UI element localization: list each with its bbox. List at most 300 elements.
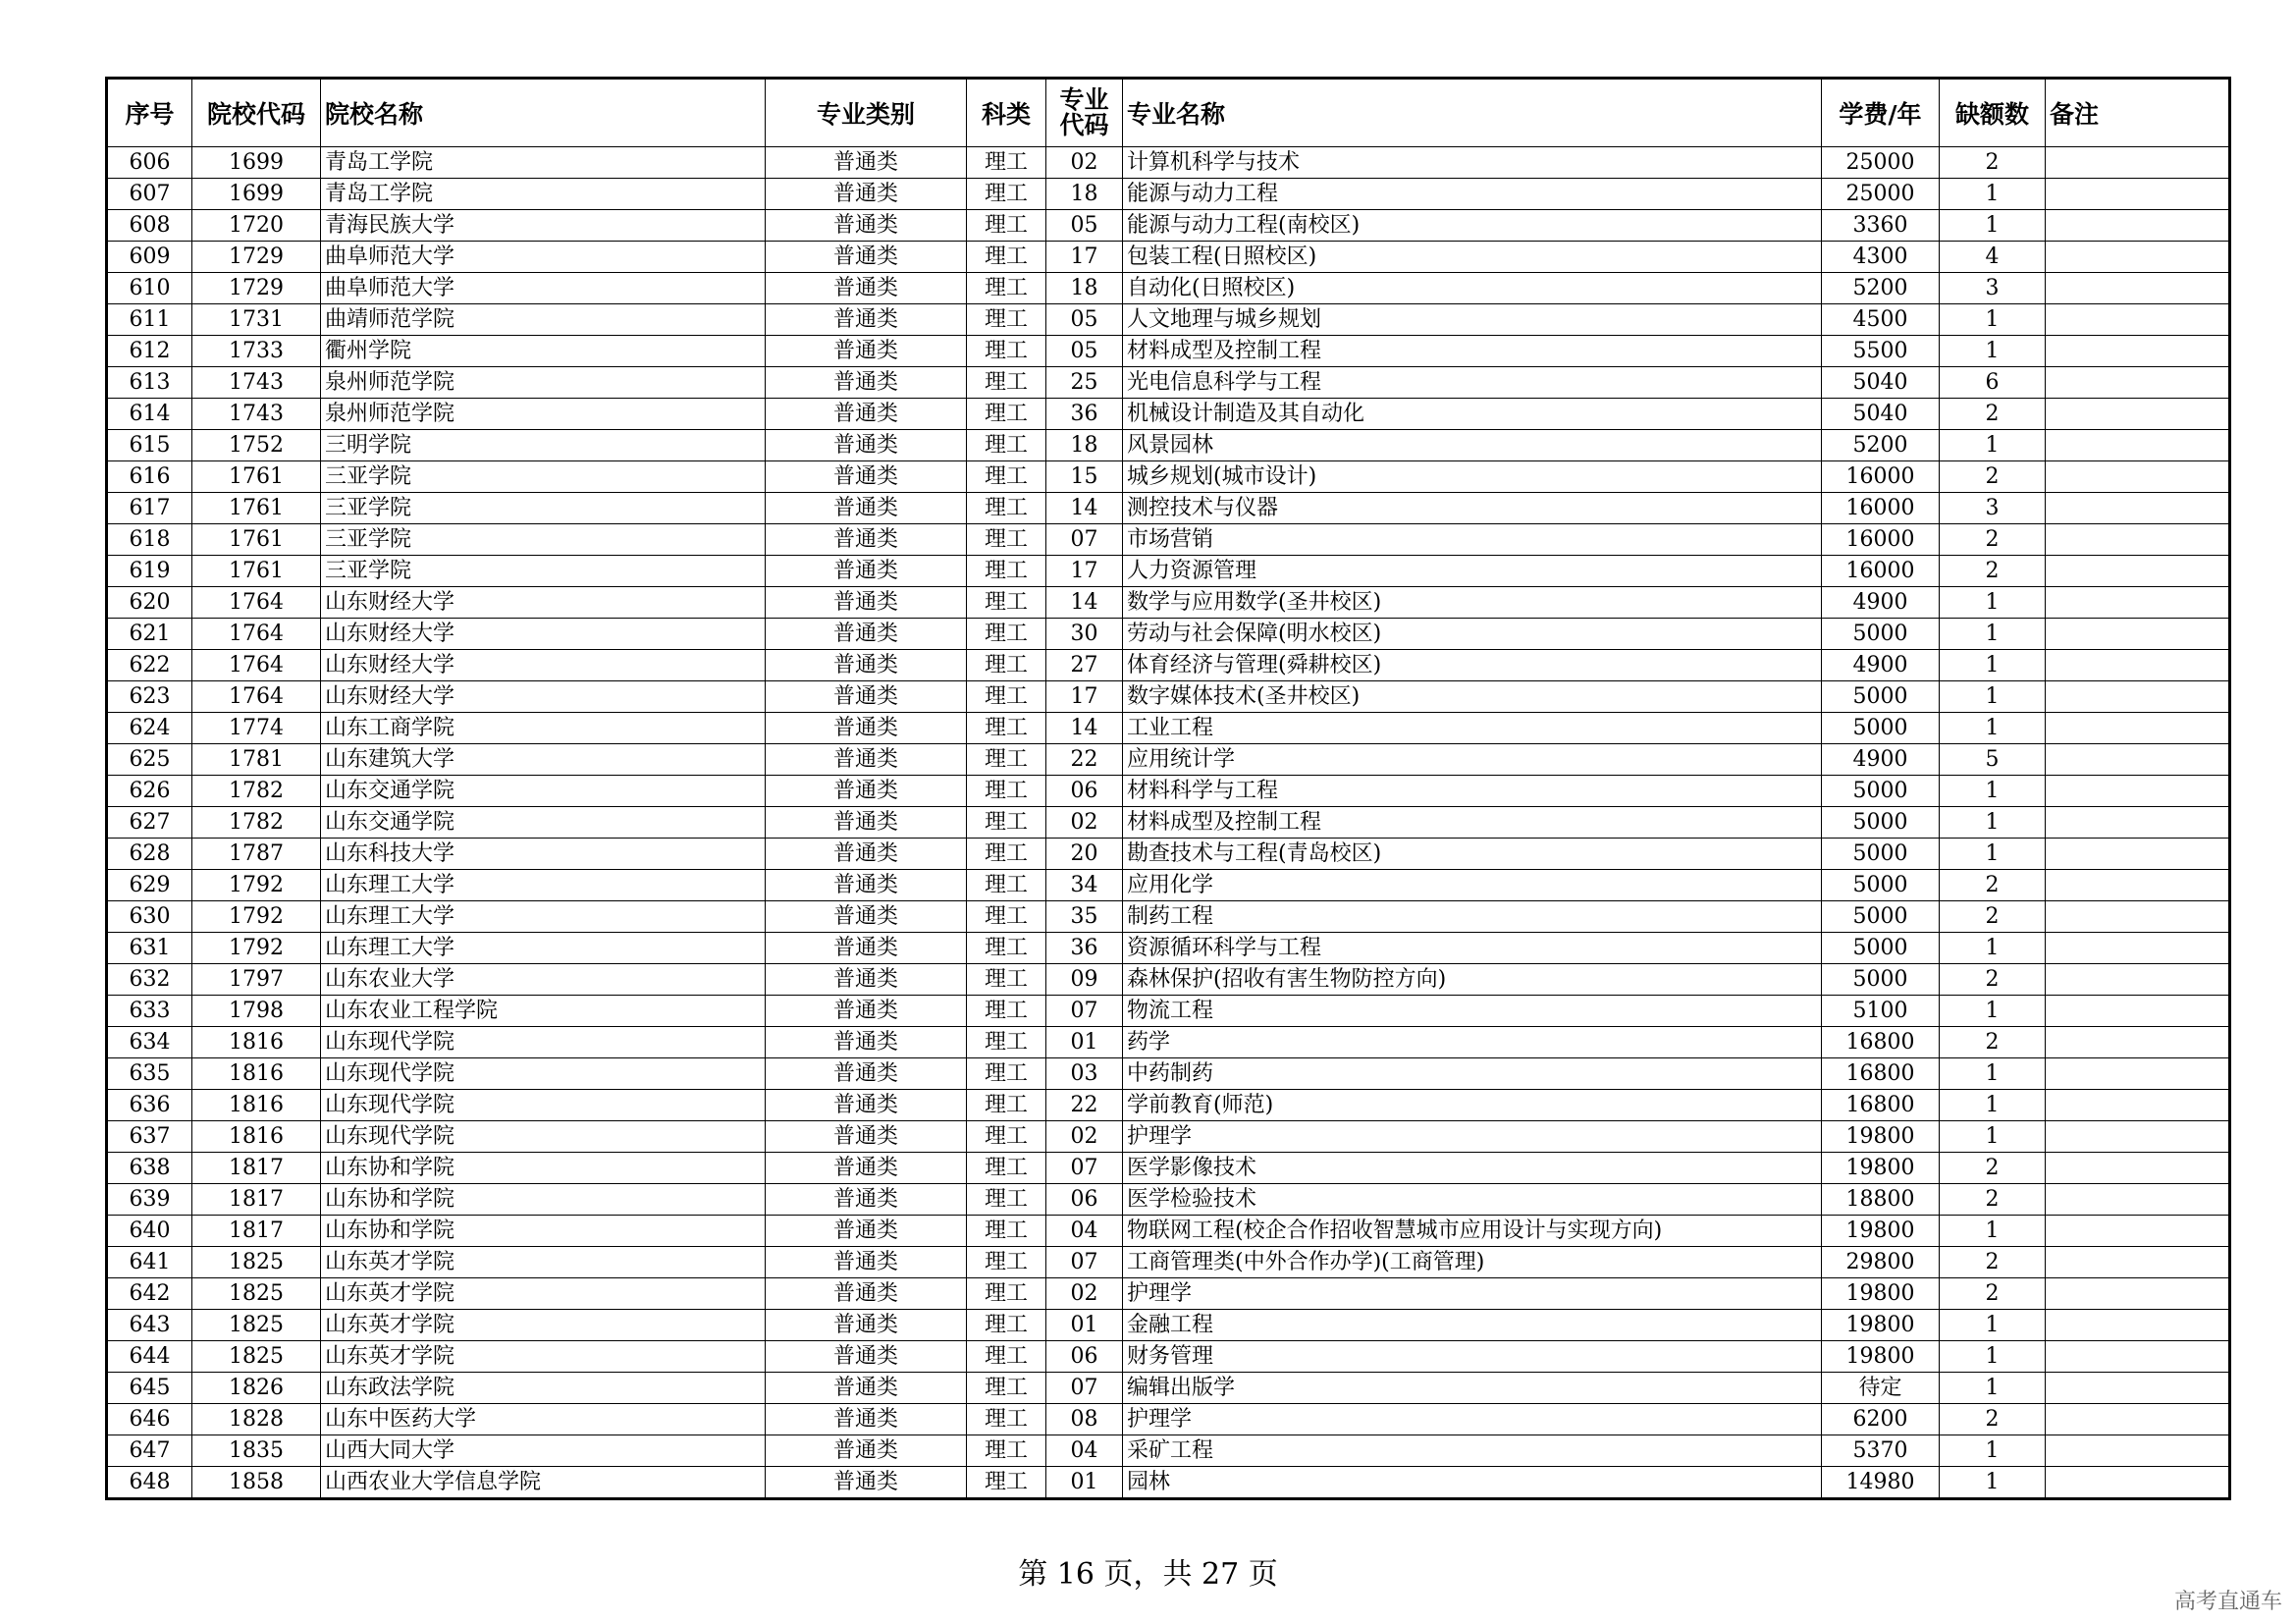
table-row bbox=[107, 996, 2230, 1027]
cell-remarks bbox=[2046, 1058, 2230, 1090]
cell-remarks bbox=[2046, 650, 2230, 681]
cell-subject-type: 理工 bbox=[967, 1404, 1046, 1435]
cell-remarks bbox=[2046, 933, 2230, 964]
cell-major-category: 普通类 bbox=[766, 1341, 967, 1373]
cell-subject-type: 理工 bbox=[967, 273, 1046, 304]
header-cell: 缺额数 bbox=[1940, 79, 2046, 147]
cell-subject-type: 理工 bbox=[967, 1184, 1046, 1216]
cell-index: 643 bbox=[107, 1310, 192, 1341]
cell-school-code: 1761 bbox=[192, 461, 321, 493]
cell-remarks bbox=[2046, 807, 2230, 839]
cell-index: 639 bbox=[107, 1184, 192, 1216]
cell-major-category: 普通类 bbox=[766, 367, 967, 399]
cell-subject-type: 理工 bbox=[967, 399, 1046, 430]
cell-major-category: 普通类 bbox=[766, 524, 967, 556]
cell-school-name: 三亚学院 bbox=[321, 524, 766, 556]
table-row bbox=[107, 1090, 2230, 1121]
cell-vacancies: 1 bbox=[1940, 839, 2046, 870]
cell-major-name: 能源与动力工程(南校区) bbox=[1123, 210, 1822, 242]
cell-major-name: 自动化(日照校区) bbox=[1123, 273, 1822, 304]
cell-tuition: 19800 bbox=[1822, 1121, 1940, 1153]
table-row bbox=[107, 242, 2230, 273]
cell-school-code: 1743 bbox=[192, 367, 321, 399]
cell-index: 620 bbox=[107, 587, 192, 619]
cell-tuition: 5000 bbox=[1822, 933, 1940, 964]
table-row bbox=[107, 807, 2230, 839]
cell-tuition: 29800 bbox=[1822, 1247, 1940, 1278]
cell-major-name: 森林保护(招收有害生物防控方向) bbox=[1123, 964, 1822, 996]
cell-subject-type: 理工 bbox=[967, 744, 1046, 776]
cell-tuition: 5040 bbox=[1822, 367, 1940, 399]
cell-index: 630 bbox=[107, 901, 192, 933]
cell-major-code: 05 bbox=[1046, 210, 1123, 242]
cell-index: 635 bbox=[107, 1058, 192, 1090]
cell-remarks bbox=[2046, 524, 2230, 556]
cell-index: 621 bbox=[107, 619, 192, 650]
cell-remarks bbox=[2046, 1310, 2230, 1341]
cell-major-code: 06 bbox=[1046, 1184, 1123, 1216]
cell-remarks bbox=[2046, 1090, 2230, 1121]
cell-major-code: 36 bbox=[1046, 399, 1123, 430]
cell-major-name: 园林 bbox=[1123, 1467, 1822, 1499]
cell-school-name: 青岛工学院 bbox=[321, 179, 766, 210]
cell-major-name: 勘查技术与工程(青岛校区) bbox=[1123, 839, 1822, 870]
cell-major-category: 普通类 bbox=[766, 1247, 967, 1278]
cell-remarks bbox=[2046, 1404, 2230, 1435]
cell-school-code: 1729 bbox=[192, 242, 321, 273]
cell-major-category: 普通类 bbox=[766, 1153, 967, 1184]
cell-school-name: 山东建筑大学 bbox=[321, 744, 766, 776]
cell-subject-type: 理工 bbox=[967, 147, 1046, 179]
cell-school-code: 1764 bbox=[192, 650, 321, 681]
header-cell-text: 专业代码 bbox=[1059, 85, 1109, 139]
cell-school-name: 青岛工学院 bbox=[321, 147, 766, 179]
cell-school-code: 1720 bbox=[192, 210, 321, 242]
cell-vacancies: 2 bbox=[1940, 870, 2046, 901]
cell-vacancies: 1 bbox=[1940, 1090, 2046, 1121]
cell-major-code: 05 bbox=[1046, 304, 1123, 336]
cell-index: 629 bbox=[107, 870, 192, 901]
cell-major-code: 01 bbox=[1046, 1310, 1123, 1341]
cell-major-code: 07 bbox=[1046, 1247, 1123, 1278]
cell-school-code: 1826 bbox=[192, 1373, 321, 1404]
cell-school-code: 1798 bbox=[192, 996, 321, 1027]
cell-school-name: 山东现代学院 bbox=[321, 1121, 766, 1153]
cell-school-code: 1774 bbox=[192, 713, 321, 744]
cell-index: 614 bbox=[107, 399, 192, 430]
table-row bbox=[107, 933, 2230, 964]
header-cell: 备注 bbox=[2046, 79, 2230, 147]
cell-major-code: 17 bbox=[1046, 242, 1123, 273]
cell-school-code: 1782 bbox=[192, 807, 321, 839]
table-row bbox=[107, 1184, 2230, 1216]
cell-tuition: 16000 bbox=[1822, 556, 1940, 587]
cell-index: 638 bbox=[107, 1153, 192, 1184]
table-row bbox=[107, 461, 2230, 493]
cell-subject-type: 理工 bbox=[967, 493, 1046, 524]
cell-subject-type: 理工 bbox=[967, 776, 1046, 807]
cell-index: 631 bbox=[107, 933, 192, 964]
cell-vacancies: 2 bbox=[1940, 1184, 2046, 1216]
cell-school-name: 曲阜师范大学 bbox=[321, 273, 766, 304]
cell-school-name: 山东现代学院 bbox=[321, 1090, 766, 1121]
cell-remarks bbox=[2046, 147, 2230, 179]
cell-vacancies: 1 bbox=[1940, 1341, 2046, 1373]
cell-vacancies: 2 bbox=[1940, 901, 2046, 933]
cell-subject-type: 理工 bbox=[967, 1435, 1046, 1467]
cell-major-category: 普通类 bbox=[766, 996, 967, 1027]
cell-major-category: 普通类 bbox=[766, 179, 967, 210]
cell-tuition: 3360 bbox=[1822, 210, 1940, 242]
cell-major-name: 数学与应用数学(圣井校区) bbox=[1123, 587, 1822, 619]
cell-school-code: 1752 bbox=[192, 430, 321, 461]
cell-vacancies: 2 bbox=[1940, 524, 2046, 556]
cell-school-code: 1761 bbox=[192, 556, 321, 587]
cell-school-name: 山东财经大学 bbox=[321, 619, 766, 650]
cell-major-code: 02 bbox=[1046, 1121, 1123, 1153]
cell-major-code: 07 bbox=[1046, 1373, 1123, 1404]
cell-school-code: 1731 bbox=[192, 304, 321, 336]
cell-vacancies: 2 bbox=[1940, 1247, 2046, 1278]
cell-index: 636 bbox=[107, 1090, 192, 1121]
cell-subject-type: 理工 bbox=[967, 1341, 1046, 1373]
cell-tuition: 4900 bbox=[1822, 587, 1940, 619]
cell-index: 627 bbox=[107, 807, 192, 839]
cell-major-name: 金融工程 bbox=[1123, 1310, 1822, 1341]
table-row bbox=[107, 1404, 2230, 1435]
cell-vacancies: 3 bbox=[1940, 493, 2046, 524]
cell-school-name: 山东科技大学 bbox=[321, 839, 766, 870]
cell-subject-type: 理工 bbox=[967, 336, 1046, 367]
cell-vacancies: 1 bbox=[1940, 996, 2046, 1027]
cell-index: 642 bbox=[107, 1278, 192, 1310]
header-cell: 院校代码 bbox=[192, 79, 321, 147]
cell-school-code: 1792 bbox=[192, 933, 321, 964]
cell-major-name: 计算机科学与技术 bbox=[1123, 147, 1822, 179]
cell-tuition: 5000 bbox=[1822, 964, 1940, 996]
cell-remarks bbox=[2046, 776, 2230, 807]
cell-major-name: 市场营销 bbox=[1123, 524, 1822, 556]
cell-vacancies: 1 bbox=[1940, 587, 2046, 619]
cell-major-code: 18 bbox=[1046, 430, 1123, 461]
cell-school-code: 1816 bbox=[192, 1121, 321, 1153]
cell-major-code: 14 bbox=[1046, 493, 1123, 524]
cell-tuition: 6200 bbox=[1822, 1404, 1940, 1435]
table-row bbox=[107, 839, 2230, 870]
cell-major-name: 应用统计学 bbox=[1123, 744, 1822, 776]
cell-remarks bbox=[2046, 713, 2230, 744]
cell-subject-type: 理工 bbox=[967, 681, 1046, 713]
cell-vacancies: 3 bbox=[1940, 273, 2046, 304]
cell-vacancies: 1 bbox=[1940, 933, 2046, 964]
cell-school-name: 山东农业工程学院 bbox=[321, 996, 766, 1027]
cell-subject-type: 理工 bbox=[967, 807, 1046, 839]
table-row bbox=[107, 619, 2230, 650]
cell-major-code: 02 bbox=[1046, 1278, 1123, 1310]
cell-remarks bbox=[2046, 210, 2230, 242]
cell-tuition: 16000 bbox=[1822, 524, 1940, 556]
cell-subject-type: 理工 bbox=[967, 650, 1046, 681]
cell-tuition: 19800 bbox=[1822, 1278, 1940, 1310]
cell-tuition: 5200 bbox=[1822, 430, 1940, 461]
cell-major-name: 应用化学 bbox=[1123, 870, 1822, 901]
table-row bbox=[107, 399, 2230, 430]
cell-school-code: 1816 bbox=[192, 1027, 321, 1058]
cell-school-code: 1782 bbox=[192, 776, 321, 807]
cell-vacancies: 2 bbox=[1940, 1027, 2046, 1058]
cell-subject-type: 理工 bbox=[967, 304, 1046, 336]
cell-school-name: 山东英才学院 bbox=[321, 1310, 766, 1341]
cell-subject-type: 理工 bbox=[967, 1467, 1046, 1499]
table-row bbox=[107, 1435, 2230, 1467]
cell-major-category: 普通类 bbox=[766, 901, 967, 933]
cell-major-name: 材料科学与工程 bbox=[1123, 776, 1822, 807]
cell-major-code: 36 bbox=[1046, 933, 1123, 964]
cell-tuition: 5000 bbox=[1822, 619, 1940, 650]
cell-school-code: 1825 bbox=[192, 1247, 321, 1278]
cell-major-code: 22 bbox=[1046, 744, 1123, 776]
cell-vacancies: 1 bbox=[1940, 776, 2046, 807]
cell-index: 616 bbox=[107, 461, 192, 493]
cell-school-code: 1743 bbox=[192, 399, 321, 430]
cell-major-name: 能源与动力工程 bbox=[1123, 179, 1822, 210]
cell-major-category: 普通类 bbox=[766, 147, 967, 179]
cell-subject-type: 理工 bbox=[967, 524, 1046, 556]
cell-major-name: 物联网工程(校企合作招收智慧城市应用设计与实现方向) bbox=[1123, 1216, 1822, 1247]
table-row bbox=[107, 964, 2230, 996]
cell-tuition: 16800 bbox=[1822, 1090, 1940, 1121]
cell-school-code: 1781 bbox=[192, 744, 321, 776]
cell-remarks bbox=[2046, 493, 2230, 524]
cell-major-category: 普通类 bbox=[766, 1310, 967, 1341]
table-row bbox=[107, 556, 2230, 587]
cell-major-category: 普通类 bbox=[766, 681, 967, 713]
cell-remarks bbox=[2046, 996, 2230, 1027]
cell-subject-type: 理工 bbox=[967, 1373, 1046, 1404]
cell-tuition: 19800 bbox=[1822, 1341, 1940, 1373]
table-row bbox=[107, 1058, 2230, 1090]
table-row bbox=[107, 1341, 2230, 1373]
cell-remarks bbox=[2046, 336, 2230, 367]
cell-major-code: 04 bbox=[1046, 1435, 1123, 1467]
cell-major-name: 人文地理与城乡规划 bbox=[1123, 304, 1822, 336]
cell-major-category: 普通类 bbox=[766, 242, 967, 273]
cell-index: 619 bbox=[107, 556, 192, 587]
cell-major-code: 08 bbox=[1046, 1404, 1123, 1435]
cell-vacancies: 1 bbox=[1940, 210, 2046, 242]
cell-vacancies: 1 bbox=[1940, 1058, 2046, 1090]
cell-index: 623 bbox=[107, 681, 192, 713]
table-row bbox=[107, 713, 2230, 744]
cell-vacancies: 1 bbox=[1940, 1467, 2046, 1499]
cell-major-name: 包装工程(日照校区) bbox=[1123, 242, 1822, 273]
cell-school-name: 山东工商学院 bbox=[321, 713, 766, 744]
cell-major-name: 材料成型及控制工程 bbox=[1123, 807, 1822, 839]
cell-remarks bbox=[2046, 304, 2230, 336]
cell-subject-type: 理工 bbox=[967, 587, 1046, 619]
cell-remarks bbox=[2046, 839, 2230, 870]
table-row bbox=[107, 1121, 2230, 1153]
cell-major-code: 34 bbox=[1046, 870, 1123, 901]
cell-index: 641 bbox=[107, 1247, 192, 1278]
table-row bbox=[107, 1373, 2230, 1404]
cell-index: 637 bbox=[107, 1121, 192, 1153]
cell-school-code: 1825 bbox=[192, 1310, 321, 1341]
cell-major-category: 普通类 bbox=[766, 210, 967, 242]
cell-tuition: 19800 bbox=[1822, 1153, 1940, 1184]
cell-major-name: 资源循环科学与工程 bbox=[1123, 933, 1822, 964]
cell-major-name: 风景园林 bbox=[1123, 430, 1822, 461]
cell-tuition: 5000 bbox=[1822, 870, 1940, 901]
cell-vacancies: 2 bbox=[1940, 1153, 2046, 1184]
cell-major-name: 制药工程 bbox=[1123, 901, 1822, 933]
cell-index: 634 bbox=[107, 1027, 192, 1058]
cell-tuition: 5500 bbox=[1822, 336, 1940, 367]
cell-school-name: 山东财经大学 bbox=[321, 681, 766, 713]
cell-school-code: 1733 bbox=[192, 336, 321, 367]
cell-index: 611 bbox=[107, 304, 192, 336]
cell-subject-type: 理工 bbox=[967, 210, 1046, 242]
cell-tuition: 16000 bbox=[1822, 461, 1940, 493]
cell-major-category: 普通类 bbox=[766, 1373, 967, 1404]
cell-index: 645 bbox=[107, 1373, 192, 1404]
cell-remarks bbox=[2046, 1216, 2230, 1247]
cell-subject-type: 理工 bbox=[967, 1216, 1046, 1247]
cell-major-code: 35 bbox=[1046, 901, 1123, 933]
cell-major-name: 护理学 bbox=[1123, 1278, 1822, 1310]
cell-major-category: 普通类 bbox=[766, 587, 967, 619]
cell-major-code: 17 bbox=[1046, 556, 1123, 587]
table-row bbox=[107, 776, 2230, 807]
cell-subject-type: 理工 bbox=[967, 1310, 1046, 1341]
cell-school-code: 1828 bbox=[192, 1404, 321, 1435]
cell-major-category: 普通类 bbox=[766, 776, 967, 807]
cell-school-code: 1699 bbox=[192, 147, 321, 179]
cell-remarks bbox=[2046, 273, 2230, 304]
cell-remarks bbox=[2046, 399, 2230, 430]
cell-major-code: 15 bbox=[1046, 461, 1123, 493]
cell-school-name: 三亚学院 bbox=[321, 493, 766, 524]
table-row bbox=[107, 901, 2230, 933]
cell-index: 610 bbox=[107, 273, 192, 304]
cell-tuition: 19800 bbox=[1822, 1216, 1940, 1247]
cell-major-category: 普通类 bbox=[766, 807, 967, 839]
cell-school-code: 1729 bbox=[192, 273, 321, 304]
cell-remarks bbox=[2046, 744, 2230, 776]
cell-vacancies: 1 bbox=[1940, 619, 2046, 650]
cell-subject-type: 理工 bbox=[967, 430, 1046, 461]
cell-school-name: 曲阜师范大学 bbox=[321, 242, 766, 273]
cell-subject-type: 理工 bbox=[967, 1058, 1046, 1090]
cell-major-name: 材料成型及控制工程 bbox=[1123, 336, 1822, 367]
cell-remarks bbox=[2046, 1247, 2230, 1278]
cell-school-code: 1761 bbox=[192, 493, 321, 524]
cell-tuition: 5000 bbox=[1822, 776, 1940, 807]
cell-major-code: 22 bbox=[1046, 1090, 1123, 1121]
cell-major-name: 采矿工程 bbox=[1123, 1435, 1822, 1467]
cell-major-name: 学前教育(师范) bbox=[1123, 1090, 1822, 1121]
cell-major-category: 普通类 bbox=[766, 1435, 967, 1467]
cell-remarks bbox=[2046, 1278, 2230, 1310]
cell-subject-type: 理工 bbox=[967, 619, 1046, 650]
cell-major-code: 07 bbox=[1046, 996, 1123, 1027]
cell-major-name: 工商管理类(中外合作办学)(工商管理) bbox=[1123, 1247, 1822, 1278]
cell-school-code: 1816 bbox=[192, 1090, 321, 1121]
cell-major-code: 07 bbox=[1046, 1153, 1123, 1184]
cell-remarks bbox=[2046, 1341, 2230, 1373]
table-row bbox=[107, 870, 2230, 901]
cell-major-code: 01 bbox=[1046, 1027, 1123, 1058]
cell-major-code: 02 bbox=[1046, 147, 1123, 179]
cell-school-name: 山东英才学院 bbox=[321, 1247, 766, 1278]
table-row bbox=[107, 367, 2230, 399]
cell-index: 617 bbox=[107, 493, 192, 524]
cell-tuition: 5000 bbox=[1822, 901, 1940, 933]
table-row bbox=[107, 273, 2230, 304]
cell-school-name: 山东英才学院 bbox=[321, 1341, 766, 1373]
cell-major-code: 25 bbox=[1046, 367, 1123, 399]
cell-vacancies: 2 bbox=[1940, 399, 2046, 430]
cell-school-name: 三亚学院 bbox=[321, 556, 766, 587]
cell-school-code: 1764 bbox=[192, 587, 321, 619]
cell-remarks bbox=[2046, 461, 2230, 493]
cell-vacancies: 5 bbox=[1940, 744, 2046, 776]
cell-remarks bbox=[2046, 430, 2230, 461]
cell-vacancies: 2 bbox=[1940, 1278, 2046, 1310]
table-row bbox=[107, 210, 2230, 242]
cell-tuition: 4500 bbox=[1822, 304, 1940, 336]
cell-school-code: 1764 bbox=[192, 619, 321, 650]
cell-index: 640 bbox=[107, 1216, 192, 1247]
cell-school-name: 曲靖师范学院 bbox=[321, 304, 766, 336]
cell-school-name: 山东理工大学 bbox=[321, 870, 766, 901]
cell-school-code: 1816 bbox=[192, 1058, 321, 1090]
table-row bbox=[107, 1278, 2230, 1310]
cell-school-code: 1792 bbox=[192, 870, 321, 901]
cell-major-category: 普通类 bbox=[766, 304, 967, 336]
table-row bbox=[107, 430, 2230, 461]
cell-tuition: 16800 bbox=[1822, 1058, 1940, 1090]
cell-major-name: 财务管理 bbox=[1123, 1341, 1822, 1373]
cell-major-code: 03 bbox=[1046, 1058, 1123, 1090]
cell-major-code: 02 bbox=[1046, 807, 1123, 839]
cell-school-code: 1835 bbox=[192, 1435, 321, 1467]
cell-major-category: 普通类 bbox=[766, 1121, 967, 1153]
cell-school-code: 1797 bbox=[192, 964, 321, 996]
cell-vacancies: 1 bbox=[1940, 807, 2046, 839]
cell-index: 607 bbox=[107, 179, 192, 210]
table-row bbox=[107, 493, 2230, 524]
table-row bbox=[107, 179, 2230, 210]
cell-major-name: 医学影像技术 bbox=[1123, 1153, 1822, 1184]
cell-vacancies: 2 bbox=[1940, 1404, 2046, 1435]
cell-school-name: 山西大同大学 bbox=[321, 1435, 766, 1467]
cell-school-name: 山东交通学院 bbox=[321, 807, 766, 839]
cell-school-code: 1761 bbox=[192, 524, 321, 556]
cell-major-name: 护理学 bbox=[1123, 1404, 1822, 1435]
cell-subject-type: 理工 bbox=[967, 1121, 1046, 1153]
cell-index: 612 bbox=[107, 336, 192, 367]
cell-major-code: 27 bbox=[1046, 650, 1123, 681]
cell-remarks bbox=[2046, 619, 2230, 650]
header-cell: 序号 bbox=[107, 79, 192, 147]
page-footer: 第 16 页，共 27 页 bbox=[1018, 1557, 1278, 1592]
cell-tuition: 18800 bbox=[1822, 1184, 1940, 1216]
cell-major-category: 普通类 bbox=[766, 273, 967, 304]
cell-school-name: 山东政法学院 bbox=[321, 1373, 766, 1404]
table-row bbox=[107, 524, 2230, 556]
cell-index: 647 bbox=[107, 1435, 192, 1467]
